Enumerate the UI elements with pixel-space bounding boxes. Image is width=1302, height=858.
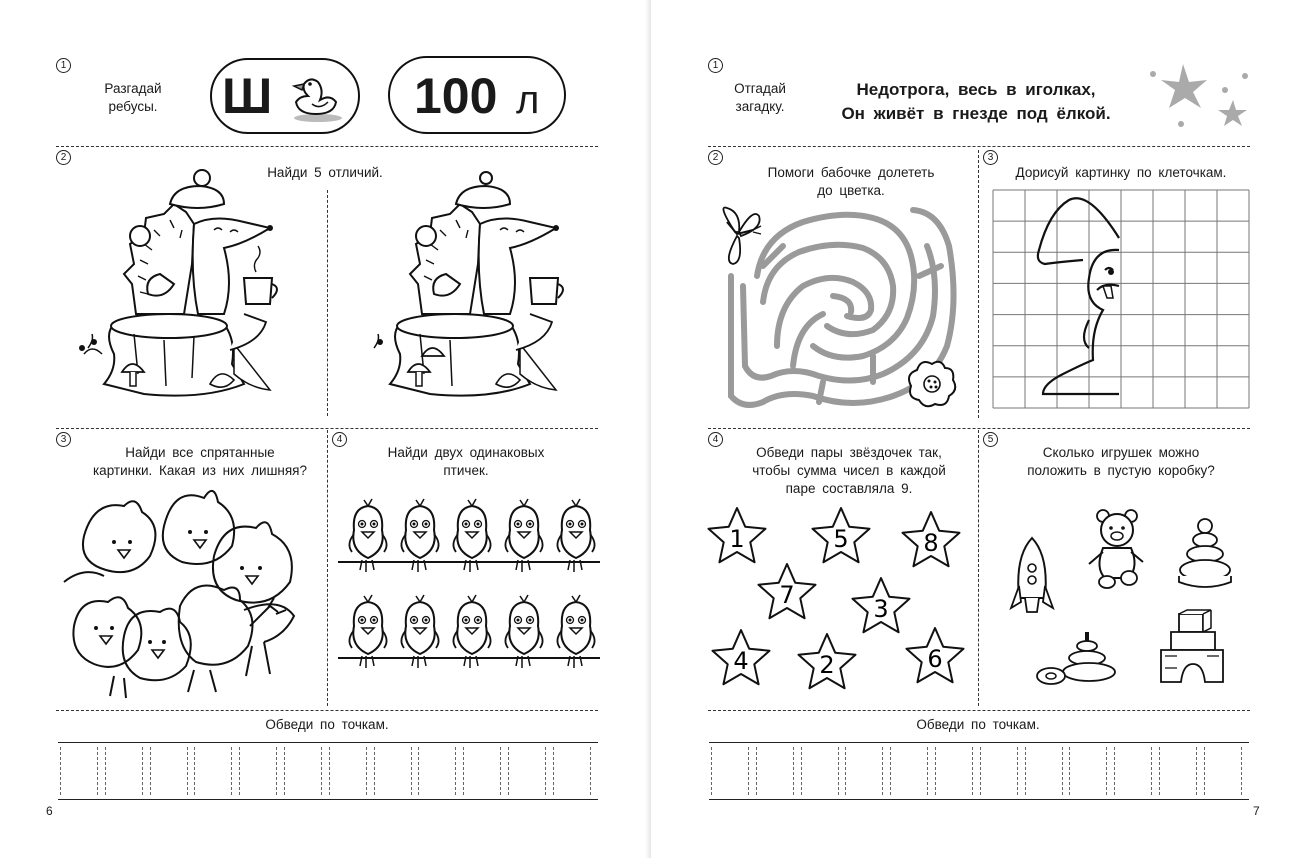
trace-cell bbox=[284, 747, 322, 795]
divider bbox=[708, 710, 1250, 711]
instruction-text: Дорисуй картинку по клеточкам. bbox=[1015, 165, 1227, 180]
trace-cell bbox=[105, 747, 143, 795]
rocket-icon bbox=[1009, 536, 1055, 622]
instruction-line: Обведи пары звёздочек так, bbox=[756, 445, 942, 460]
task-number: 1 bbox=[708, 58, 723, 73]
star-number: 5 bbox=[833, 525, 849, 553]
riddle-line: Он живёт в гнезде под ёлкой. bbox=[841, 104, 1111, 123]
trace-cell bbox=[60, 747, 98, 795]
instruction-line: Сколько игрушек можно bbox=[1042, 445, 1200, 460]
instruction-line: картинки. Какая из них лишняя? bbox=[92, 463, 307, 478]
instruction-text: Обведи по точкам. bbox=[265, 717, 389, 732]
number-star[interactable] bbox=[853, 578, 910, 632]
number-star[interactable] bbox=[813, 508, 870, 562]
trace-cell bbox=[711, 747, 749, 795]
hidden-chicks-picture bbox=[64, 486, 314, 700]
task-instruction bbox=[721, 80, 799, 116]
task-number: 1 bbox=[56, 58, 71, 73]
page-number: 6 bbox=[46, 804, 53, 818]
trace-cell bbox=[239, 747, 277, 795]
toy-blocks-icon bbox=[1157, 610, 1227, 686]
number-star[interactable] bbox=[713, 630, 770, 684]
task-number: 3 bbox=[983, 150, 998, 165]
stars-decoration-icon bbox=[1147, 62, 1253, 138]
task-instruction bbox=[991, 444, 1251, 480]
page-number: 7 bbox=[1253, 804, 1260, 818]
trace-cell bbox=[418, 747, 456, 795]
rebus-1 bbox=[210, 58, 360, 134]
task-number: 2 bbox=[56, 150, 71, 165]
trace-cell bbox=[801, 747, 839, 795]
trace-cell bbox=[1069, 747, 1107, 795]
number-star[interactable] bbox=[903, 512, 960, 566]
task-number: 4 bbox=[332, 432, 347, 447]
divider bbox=[56, 146, 598, 147]
rebus-2 bbox=[388, 56, 566, 134]
number-stars bbox=[701, 500, 971, 696]
number-star[interactable] bbox=[907, 628, 964, 682]
divider bbox=[56, 710, 598, 711]
hedgehogs-picture-left bbox=[74, 164, 284, 414]
trace-band[interactable] bbox=[58, 742, 598, 800]
divider-vertical bbox=[978, 150, 979, 418]
instruction-line: положить в пустую коробку? bbox=[1027, 463, 1215, 478]
star-number: 4 bbox=[733, 647, 749, 675]
task-instruction bbox=[88, 80, 178, 116]
instruction-line: птичек. bbox=[443, 463, 489, 478]
trace-cell bbox=[1025, 747, 1063, 795]
instruction-text: Найди 5 отличий. bbox=[267, 165, 383, 180]
star-number: 1 bbox=[729, 525, 745, 553]
trace-cell bbox=[756, 747, 794, 795]
instruction-line: Отгадай bbox=[734, 81, 786, 96]
rebus-letter: л bbox=[516, 78, 540, 122]
riddle-text bbox=[811, 78, 1141, 126]
instruction-line: Найди все спрятанные bbox=[125, 445, 275, 460]
trace-instruction bbox=[180, 716, 474, 734]
trace-cell bbox=[1114, 747, 1152, 795]
number-star[interactable] bbox=[709, 508, 766, 562]
instruction-text: Обведи по точкам. bbox=[916, 717, 1040, 732]
trace-cell bbox=[980, 747, 1018, 795]
task-instruction bbox=[731, 164, 971, 200]
number-star[interactable] bbox=[759, 564, 816, 618]
task-instruction bbox=[346, 444, 586, 480]
instruction-line: Найди двух одинаковых bbox=[387, 445, 545, 460]
trace-cell bbox=[553, 747, 591, 795]
trace-band[interactable] bbox=[709, 742, 1249, 800]
right-page bbox=[651, 0, 1302, 858]
divider bbox=[56, 428, 598, 429]
trace-cell bbox=[329, 747, 367, 795]
star-number: 2 bbox=[819, 651, 835, 679]
task-instruction bbox=[80, 444, 320, 480]
task-number: 4 bbox=[708, 432, 723, 447]
star-number: 7 bbox=[779, 581, 795, 609]
riddle-line: Недотрога, весь в иголках, bbox=[856, 80, 1096, 99]
instruction-line: загадку. bbox=[735, 99, 785, 114]
duck-icon bbox=[286, 66, 346, 126]
trace-cell bbox=[508, 747, 546, 795]
task-number: 2 bbox=[708, 150, 723, 165]
birds-picture bbox=[338, 496, 600, 686]
trace-cell bbox=[374, 747, 412, 795]
trace-cell bbox=[463, 747, 501, 795]
teddy-bear-icon bbox=[1085, 508, 1147, 592]
task-instruction bbox=[991, 164, 1251, 182]
drawing-grid[interactable] bbox=[993, 190, 1249, 408]
star-number: 3 bbox=[873, 595, 889, 623]
instruction-line: чтобы сумма чисел в каждой bbox=[752, 463, 946, 478]
divider-vertical bbox=[327, 430, 328, 706]
divider-vertical bbox=[978, 430, 979, 706]
trace-cell bbox=[1159, 747, 1197, 795]
divider-vertical bbox=[327, 190, 328, 416]
divider bbox=[708, 146, 1250, 147]
star-number: 8 bbox=[923, 529, 939, 557]
task-number: 5 bbox=[983, 432, 998, 447]
trace-instruction bbox=[831, 716, 1125, 734]
trace-cell bbox=[194, 747, 232, 795]
flower-icon bbox=[907, 358, 957, 408]
trace-cell bbox=[1204, 747, 1242, 795]
stacking-rings-icon bbox=[1175, 516, 1235, 592]
star-number: 6 bbox=[927, 645, 943, 673]
number-star[interactable] bbox=[799, 634, 856, 688]
task-instruction bbox=[721, 444, 977, 498]
trace-cell bbox=[935, 747, 973, 795]
trace-cell bbox=[845, 747, 883, 795]
trace-cell bbox=[150, 747, 188, 795]
rebus-letter: Ш bbox=[222, 68, 273, 124]
rebus-number: 100 bbox=[414, 68, 498, 124]
instruction-line: Помоги бабочке долететь bbox=[767, 165, 935, 180]
divider bbox=[708, 428, 1250, 429]
instruction-text: Разгадай ребусы. bbox=[104, 81, 162, 114]
trace-cell bbox=[890, 747, 928, 795]
hedgehogs-picture-right bbox=[360, 164, 570, 414]
task-number: 3 bbox=[56, 432, 71, 447]
instruction-line: до цветка. bbox=[817, 183, 885, 198]
instruction-line: паре составляла 9. bbox=[785, 481, 913, 496]
pyramid-toy-icon bbox=[1035, 630, 1119, 690]
